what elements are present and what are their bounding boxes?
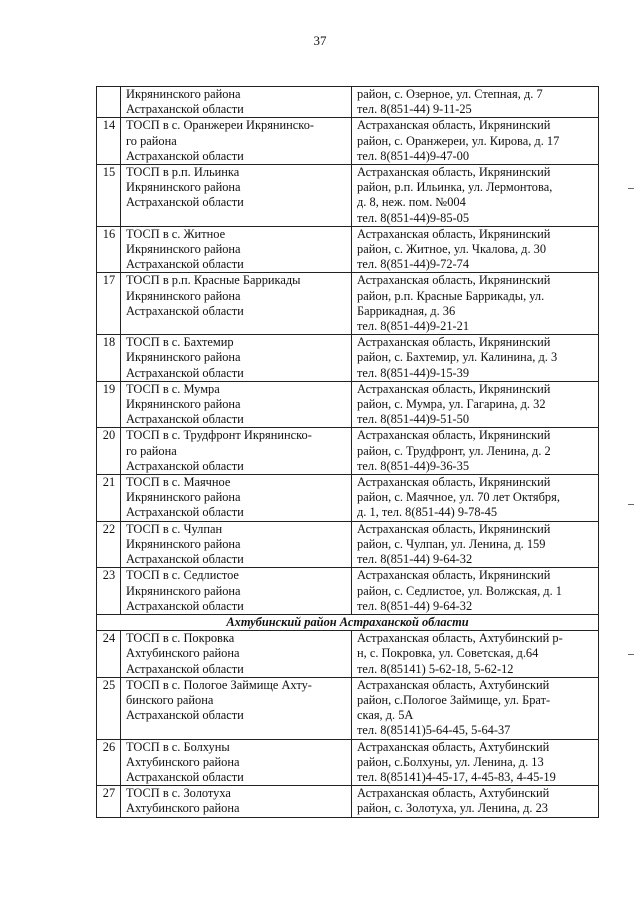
office-address: Астраханская область, Ахтубинский район, с.Болхуны, ул. Ленина, д. 13 тел. 8(85141)4-45-17, 4-45-83, 4-45-19 <box>352 739 599 786</box>
office-name: ТОСП в с. Седлистое Икрянинского района Астраханской области <box>121 568 352 615</box>
table-row <box>97 786 599 817</box>
office-name: ТОСП в с. Оранжереи Икрянинско- го района Астраханской области <box>121 118 352 165</box>
table-row <box>97 226 599 273</box>
office-name: Икрянинского района Астраханской области <box>121 87 352 118</box>
row-number: 27 <box>97 786 121 817</box>
row-number: 14 <box>97 118 121 165</box>
office-name: ТОСП в с. Бахтемир Икрянинского района Астраханской области <box>121 335 352 382</box>
office-address: Астраханская область, Икрянинский район, с. Житное, ул. Чкалова, д. 30 тел. 8(851-44)9-72-74 <box>352 226 599 273</box>
table-row <box>97 165 599 227</box>
office-address: Астраханская область, Ахтубинский район, с. Золотуха, ул. Ленина, д. 23 <box>352 786 599 817</box>
office-name: ТОСП в р.п. Красные Баррикады Икрянинского района Астраханской области <box>121 273 352 335</box>
offices-table <box>96 86 599 818</box>
office-name: ТОСП в с. Пологое Займище Ахту- бинского района Астраханской области <box>121 677 352 739</box>
office-name: ТОСП в с. Маячное Икрянинского района Астраханской области <box>121 475 352 522</box>
office-address: Астраханская область, Икрянинский район, с. Бахтемир, ул. Калинина, д. 3 тел. 8(851-44)9-15-39 <box>352 335 599 382</box>
offices-table-body <box>97 87 599 818</box>
table-row <box>97 475 599 522</box>
office-address: Астраханская область, Икрянинский район, с. Оранжереи, ул. Кирова, д. 17 тел. 8(851-44)9-47-00 <box>352 118 599 165</box>
office-name: ТОСП в с. Трудфронт Икрянинско- го района Астраханской области <box>121 428 352 475</box>
table-row <box>97 568 599 615</box>
row-number: 23 <box>97 568 121 615</box>
table-row <box>97 273 599 335</box>
office-address: Астраханская область, Икрянинский район, с. Седлистое, ул. Волжская, д. 1 тел. 8(851-44) 9-64-32 <box>352 568 599 615</box>
office-address: Астраханская область, Икрянинский район, р.п. Красные Баррикады, ул. Баррикадная, д. 36 тел. 8(851-44)9-21-21 <box>352 273 599 335</box>
table-row <box>97 335 599 382</box>
scan-edge-mark <box>628 188 634 189</box>
row-number: 19 <box>97 381 121 428</box>
row-number: 20 <box>97 428 121 475</box>
row-number: 25 <box>97 677 121 739</box>
office-address: район, с. Озерное, ул. Степная, д. 7 тел. 8(851-44) 9-11-25 <box>352 87 599 118</box>
scan-edge-mark <box>628 654 634 655</box>
row-number: 22 <box>97 521 121 568</box>
office-name: ТОСП в р.п. Ильинка Икрянинского района Астраханской области <box>121 165 352 227</box>
table-row <box>97 87 599 118</box>
scan-edge-mark <box>628 504 634 505</box>
office-address: Астраханская область, Икрянинский район, р.п. Ильинка, ул. Лермонтова, д. 8, неж. пом. №004 тел. 8(851-44)9-85-05 <box>352 165 599 227</box>
table-row <box>97 521 599 568</box>
table-row <box>97 118 599 165</box>
section-title: Ахтубинский район Астраханской области <box>97 614 599 630</box>
office-name: ТОСП в с. Мумра Икрянинского района Астраханской области <box>121 381 352 428</box>
office-address: Астраханская область, Икрянинский район, с. Мумра, ул. Гагарина, д. 32 тел. 8(851-44)9-51-50 <box>352 381 599 428</box>
table-row <box>97 381 599 428</box>
office-name: ТОСП в с. Болхуны Ахтубинского района Астраханской области <box>121 739 352 786</box>
office-name: ТОСП в с. Покровка Ахтубинского района Астраханской области <box>121 631 352 678</box>
office-address: Астраханская область, Ахтубинский район, с.Пологое Займище, ул. Брат- ская, д. 5А тел. 8(85141)5-64-45, 5-64-37 <box>352 677 599 739</box>
row-number: 15 <box>97 165 121 227</box>
table-row <box>97 631 599 678</box>
office-address: Астраханская область, Икрянинский район, с. Маячное, ул. 70 лет Октября, д. 1, тел. 8(851-44) 9-78-45 <box>352 475 599 522</box>
office-name: ТОСП в с. Золотуха Ахтубинского района <box>121 786 352 817</box>
table-row <box>97 428 599 475</box>
row-number <box>97 87 121 118</box>
office-name: ТОСП в с. Житное Икрянинского района Астраханской области <box>121 226 352 273</box>
row-number: 21 <box>97 475 121 522</box>
row-number: 16 <box>97 226 121 273</box>
row-number: 26 <box>97 739 121 786</box>
table-row <box>97 677 599 739</box>
office-name: ТОСП в с. Чулпан Икрянинского района Астраханской области <box>121 521 352 568</box>
row-number: 24 <box>97 631 121 678</box>
office-address: Астраханская область, Икрянинский район, с. Трудфронт, ул. Ленина, д. 2 тел. 8(851-44)9-36-35 <box>352 428 599 475</box>
table-row <box>97 739 599 786</box>
row-number: 18 <box>97 335 121 382</box>
office-address: Астраханская область, Ахтубинский р- н, с. Покровка, ул. Советская, д.64 тел. 8(85141) 5-62-18, 5-62-12 <box>352 631 599 678</box>
page-number: 37 <box>313 33 327 48</box>
section-header-row <box>97 614 599 630</box>
row-number: 17 <box>97 273 121 335</box>
office-address: Астраханская область, Икрянинский район, с. Чулпан, ул. Ленина, д. 159 тел. 8(851-44) 9-64-32 <box>352 521 599 568</box>
